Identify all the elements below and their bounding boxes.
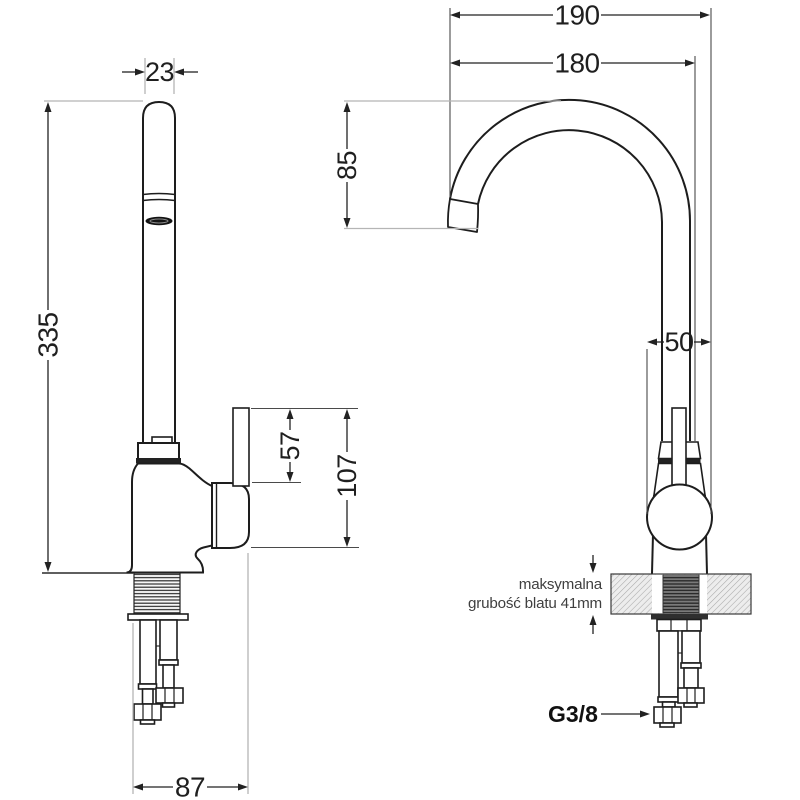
spout-outer-curve	[450, 100, 690, 441]
arrowhead	[174, 69, 184, 76]
arrowhead	[590, 615, 597, 625]
hose-nut	[654, 707, 681, 723]
mounting-nut-front	[657, 620, 701, 632]
threaded-shank-front	[663, 575, 699, 613]
hose-tip	[684, 703, 697, 707]
arrowhead	[45, 562, 52, 572]
hose-nut	[134, 704, 161, 720]
collar-side	[138, 443, 179, 459]
dimension-value: 180	[554, 47, 600, 79]
arrowhead	[685, 60, 695, 67]
dimension-value: 57	[275, 431, 305, 461]
arrowhead	[450, 60, 460, 67]
hose-tip	[163, 703, 175, 707]
arrowhead	[133, 784, 143, 791]
dimension-spout-clearance-height	[332, 101, 561, 229]
arrowhead	[450, 12, 460, 19]
spout-tube-side	[143, 102, 175, 450]
supply-hose-left-front	[654, 631, 681, 727]
threaded-shank-side	[134, 573, 180, 614]
dimension-spout-depth	[450, 48, 695, 442]
arrowhead	[344, 218, 351, 228]
hose-segment	[160, 620, 177, 660]
dimension-spout-pipe-width	[122, 57, 198, 94]
lever-base-side	[212, 483, 249, 548]
arrowhead	[344, 537, 351, 547]
hose-segment	[684, 668, 698, 688]
thread-size-label: G3/8	[548, 701, 598, 727]
arrowhead	[344, 409, 351, 419]
dimension-value: 335	[32, 312, 64, 358]
hose-segment	[682, 631, 700, 663]
hose-segment	[163, 665, 174, 688]
hose-segment	[659, 631, 678, 697]
dimension-body-lever-total-height	[251, 409, 362, 548]
arrowhead	[640, 711, 650, 718]
spout-inner-curve	[478, 130, 662, 441]
dimension-value: 50	[664, 327, 694, 357]
countertop-note-line1: maksymalna	[518, 576, 602, 593]
supply-hose-right-side	[156, 620, 183, 707]
lever-stick-front	[672, 408, 686, 488]
hose-nut	[156, 688, 183, 703]
arrowhead	[287, 472, 294, 482]
side-view	[42, 102, 249, 724]
arrowhead	[590, 563, 597, 573]
countertop-note-line2: grubość blatu 41mm	[468, 595, 602, 612]
supply-hose-right-front	[678, 631, 704, 707]
lever-base-sphere-front	[647, 485, 712, 550]
arrowhead	[135, 69, 145, 76]
hose-tip	[141, 720, 155, 724]
mounting-flange-side	[128, 614, 188, 620]
arrowhead	[700, 12, 710, 19]
dimension-value: 107	[332, 454, 362, 498]
thread-size-callout	[548, 701, 650, 727]
countertop-thickness-note	[468, 555, 603, 634]
arrowhead	[238, 784, 248, 791]
arrowhead	[45, 102, 52, 112]
hose-nut	[678, 688, 704, 703]
lever-stick-side	[233, 408, 249, 486]
dimension-value: 87	[174, 771, 206, 800]
arrowhead	[287, 409, 294, 419]
arrowhead	[647, 339, 657, 346]
dimension-overall-height	[33, 101, 144, 572]
dimension-value: 23	[144, 57, 175, 87]
hose-tip	[660, 723, 674, 727]
front-view	[448, 100, 751, 727]
hose-segment	[140, 620, 156, 684]
arrowhead	[344, 102, 351, 112]
mounting-flange-front	[651, 614, 708, 620]
spout-tip-front	[448, 199, 478, 232]
dimension-value: 85	[332, 150, 362, 181]
hose-segment	[143, 689, 154, 704]
arrowhead	[701, 339, 711, 346]
faucet-body-side	[127, 464, 213, 573]
dimension-value: 190	[554, 0, 600, 31]
